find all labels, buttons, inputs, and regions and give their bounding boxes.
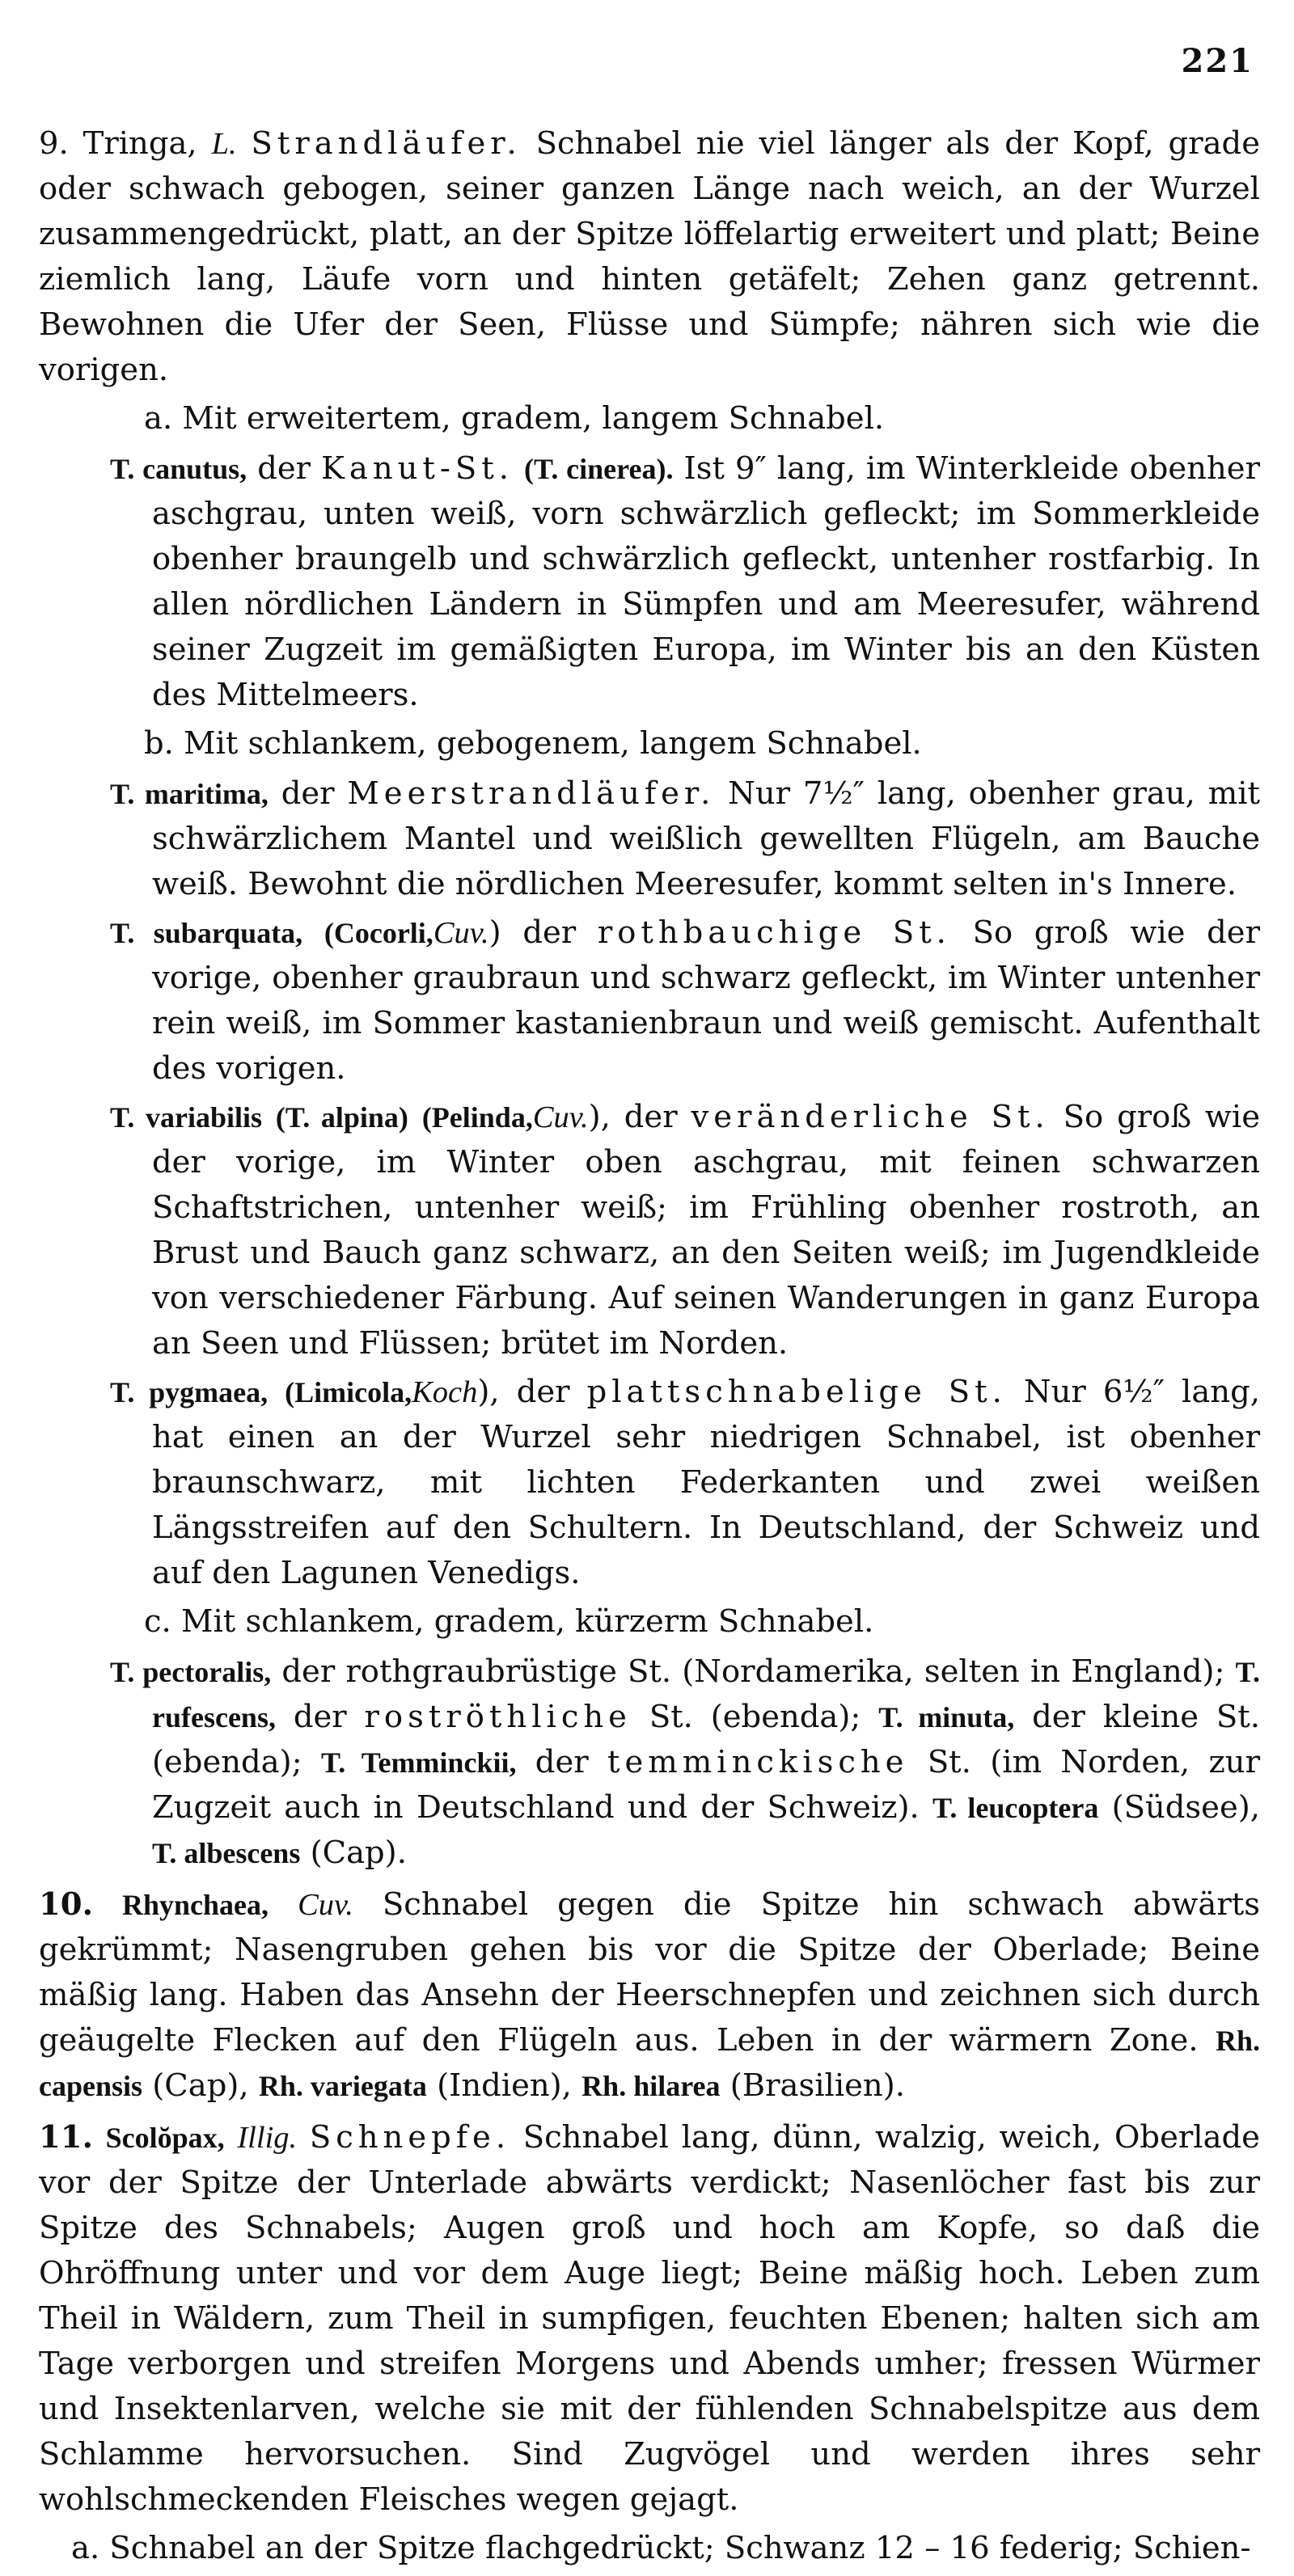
entry-text: Schnabel lang, dünn, walzig, weich, Oberlade vor der Spitze der Unterlade abwärts verdickt; Nasenlöcher fast bis zur Spitze des Schnabels; Augen groß und hoch am Kopfe, so daß die Ohröffnung unter und vor dem Auge liegt; Beine mäßig hoch. Leben zum Theil in Wäldern, zum Theil in sumpfigen, feuchten Ebenen; halten sich am Tage verborgen und streifen Morgens und Abends umher; fressen Würmer und Insektenlarven, welche sie mit der fühlenden Schnabelspitze aus dem Schlamme hervorsuchen. Sind Zugvögel und werden ihres sehr wohlschmeckenden Fleisches wegen gejagt. <box>39 2119 1260 2518</box>
species-synonym: (Cocorli, <box>324 917 433 949</box>
entry-text: Schnabel gegen die Spitze hin schwach abwärts gekrümmt; Nasengruben gehen bis vor die Spitze der Oberlade; Beine mäßig lang. Haben das Ansehn der Heerschnepfen und zeichnen sich durch geäugelte Flecken auf den Flügeln aus. Leben in der wärmern Zone. <box>39 1886 1260 2059</box>
entry-scolopax <box>39 2115 1260 2523</box>
genus-name: Scolŏpax, <box>105 2122 225 2154</box>
entry-text: Schnabel nie viel länger als der Kopf, grade oder schwach gebogen, seiner ganzen Länge nach weich, an der Wurzel zusammengedrückt, platt, an der Spitze löffelartig erweitert und platt; Beine ziemlich lang, Läufe vorn und hinten getäfelt; Zehen ganz getrennt. Bewohnen die Ufer der Seen, Flüsse und Sümpfe; nähren sich wie die vorigen. <box>39 125 1260 388</box>
paren-close: ), <box>588 1099 611 1135</box>
species-maritima <box>39 771 1260 907</box>
species-article: der <box>293 1699 347 1735</box>
genus-name: Rhynchaea, <box>122 1889 269 1921</box>
species-sci-name: T. pygmaea, <box>110 1376 269 1408</box>
species-pectoralis-group <box>39 1649 1260 1876</box>
species-sci-name: T. rufescens, <box>152 1656 1260 1734</box>
species-article: der <box>624 1099 678 1135</box>
species-author: Koch <box>412 1375 478 1409</box>
species-sci-name: T. maritima, <box>110 778 269 810</box>
species-article: der <box>522 914 577 951</box>
species-variabilis <box>39 1095 1260 1366</box>
species-pygmaea <box>39 1370 1260 1596</box>
entry-tringa <box>39 121 1260 393</box>
species-common-name: rothbauchige St. <box>597 914 951 951</box>
species-author: Cuv. <box>532 1100 589 1134</box>
species-author: Cuv. <box>433 916 489 950</box>
subsection-b: b. Mit schlankem, gebogenem, langem Schnabel. <box>144 725 922 762</box>
species-sci-name: T. pectoralis, <box>110 1656 272 1688</box>
genus-author: L. <box>211 127 237 161</box>
species-sci-name: T. Temminckii, <box>320 1746 517 1779</box>
species-common-name: roströthliche <box>364 1699 632 1735</box>
species-article: der <box>535 1744 589 1780</box>
paren-close: ) <box>488 914 501 951</box>
species-common-name: Meerstrandläufer. <box>347 775 716 812</box>
subsection-a-scolopax: a. Schnabel an der Spitze flachgedrückt; Schwanz 12 – 16 federig; Schien- <box>71 2530 1251 2566</box>
species-common-name: Kanut-St. <box>321 450 514 487</box>
entry-number: 10. <box>39 1886 93 1923</box>
species-sci-name: Rh. capensis <box>39 2025 1260 2102</box>
species-article: der <box>516 1374 570 1410</box>
species-text: (Brasilien). <box>729 2067 905 2104</box>
paren-close: ), <box>477 1374 500 1410</box>
species-text: St. (im Norden, zur Zugzeit auch in Deutschland und der Schweiz). <box>152 1744 1260 1826</box>
entry-rhynchaea <box>39 1882 1260 2109</box>
species-text: Nur 6½″ lang, hat einen an der Wurzel sehr niedrigen Schnabel, ist obenher braunschwarz, mit lichten Federkanten und zwei weißen Längsstreifen auf den Schultern. In Deutschland, der Schweiz und auf den Lagunen Venedigs. <box>152 1374 1260 1591</box>
species-common-name: temminckische <box>607 1744 909 1780</box>
species-sci-name: T. subarquata, <box>110 917 303 949</box>
subsection-a: a. Mit erweitertem, gradem, langem Schnabel. <box>144 400 885 437</box>
species-synonym: (T. cinerea). <box>524 453 674 485</box>
species-text: Nur 7½″ lang, obenher grau, mit schwärzlichem Mantel und weißlich gewellten Flügeln, am Bauche weiß. Bewohnt die nördlichen Meeresufer, kommt selten in's Innere. <box>152 775 1260 902</box>
species-subarquata <box>39 910 1260 1092</box>
species-article: der <box>257 450 311 487</box>
page-body <box>39 121 1260 2576</box>
species-text: So groß wie der vorige, im Winter oben aschgrau, mit feinen schwarzen Schaftstrichen, untenher weiß; im Frühling obenher rostroth, an Brust und Bauch ganz schwarz, an den Seiten weiß; im Jugendkleide von verschiedener Färbung. Auf seinen Wanderungen in ganz Europa an Seen und Flüssen; brütet im Norden. <box>152 1099 1260 1362</box>
species-sci-name: Rh. variegata <box>258 2070 427 2102</box>
species-synonym: (T. alpina) <box>275 1101 408 1134</box>
species-text: der kleine St. (ebenda); <box>152 1699 1261 1780</box>
genus-name: Tringa, <box>82 125 197 162</box>
species-text: So groß wie der vorige, obenher graubraun und schwarz gefleckt, im Winter untenher rein weiß, im Sommer kastanienbraun und weiß gemischt. Aufenthalt des vorigen. <box>152 914 1260 1087</box>
species-text: der rothgraubrüstige St. (Nordamerika, selten in England); <box>281 1653 1225 1690</box>
species-sci-name: T. variabilis <box>110 1101 263 1134</box>
entry-number: 9. <box>39 125 69 162</box>
genus-author: Cuv. <box>298 1888 353 1922</box>
species-synonym: (Limicola, <box>285 1376 412 1408</box>
page-number: 221 <box>1181 42 1254 80</box>
species-sci-name: T. leucoptera <box>932 1792 1099 1824</box>
species-canutus <box>39 446 1260 718</box>
species-sci-name: T. albescens <box>152 1837 301 1869</box>
genus-author: Illig. <box>237 2121 298 2155</box>
species-text: (Südsee), <box>1111 1789 1260 1826</box>
species-synonym-2: (Pelinda, <box>421 1101 533 1134</box>
species-text: St. (ebenda); <box>649 1699 861 1735</box>
species-text: (Cap). <box>310 1835 407 1871</box>
species-text: Ist 9″ lang, im Winterkleide obenher aschgrau, unten weiß, vorn schwärzlich gefleckt; im Sommerkleide obenher braungelb und schwärzlich gefleckt, untenher rostfarbig. In allen nördlichen Ländern in Sümpfen und am Meeresufer, während seiner Zugzeit im gemäßigten Europa, im Winter bis an den Küsten des Mittelmeers. <box>152 450 1260 713</box>
species-common-name: plattschnabelige St. <box>586 1374 1007 1410</box>
species-sci-name: Rh. hilarea <box>581 2070 721 2102</box>
species-sci-name: T. canutus, <box>110 453 247 485</box>
species-text: (Cap), <box>152 2067 249 2104</box>
species-article: der <box>281 775 335 812</box>
species-common-name: veränderliche St. <box>691 1099 1050 1135</box>
species-sci-name: T. minuta, <box>878 1701 1015 1734</box>
common-name: Strandläufer. <box>251 125 522 162</box>
species-text: (Indien), <box>437 2067 572 2104</box>
subsection-c: c. Mit schlankem, gradem, kürzerm Schnabel. <box>144 1603 874 1640</box>
common-name: Schnepfe. <box>309 2119 511 2156</box>
entry-number: 11. <box>39 2119 93 2156</box>
